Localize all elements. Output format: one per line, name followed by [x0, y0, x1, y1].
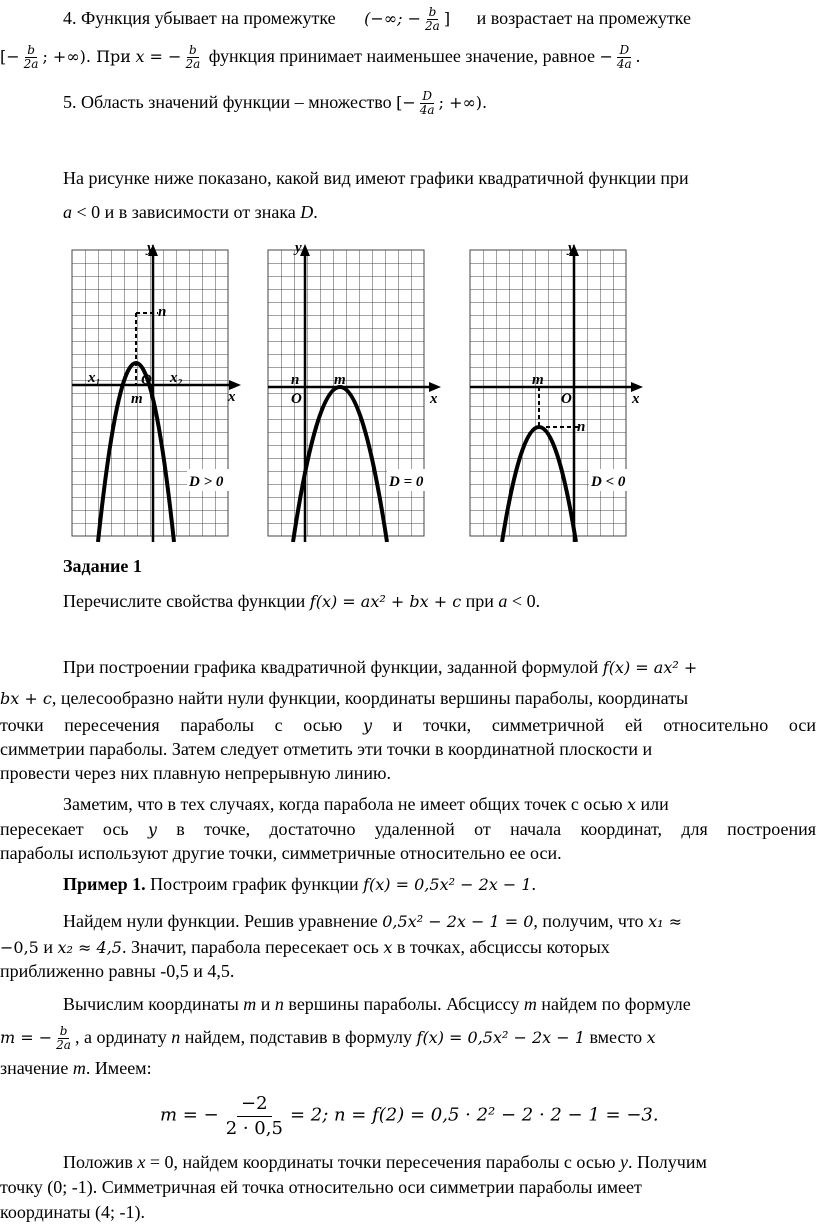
vertex-and: и	[260, 994, 271, 1014]
zeros-and: и	[43, 937, 53, 957]
build-line-3	[0, 713, 816, 738]
task-text	[0, 589, 816, 614]
fraction-d-4a: $\frac{D}{4a}$	[616, 43, 632, 72]
zeros-line-3: приближенно равны -0,5 и 4,5.	[0, 961, 235, 981]
build-line-4: симметрии параболы. Затем следует отметить эти точки в координатной плоскости и	[0, 739, 653, 759]
origin-label: O	[291, 391, 302, 407]
example-formula: f(x) = 0,5x² − 2x − 1	[363, 875, 532, 894]
x-label: x	[632, 391, 640, 407]
build-formula: f(x) = ax² +	[602, 658, 698, 677]
formula-m: m = −	[160, 1104, 219, 1126]
vertex-formula-block	[0, 1092, 816, 1141]
m-label: m	[532, 372, 544, 388]
interval-close: ]	[443, 9, 451, 28]
interval-close: ; +∞).	[438, 93, 488, 112]
grid	[470, 250, 626, 536]
note-line-2	[0, 817, 816, 842]
condition-label: D = 0	[389, 474, 424, 490]
final-text: . Получим	[628, 1152, 707, 1172]
variable-x: x	[646, 1028, 656, 1047]
vertex-formula: m = −	[0, 1028, 53, 1047]
final-line-1	[0, 1150, 816, 1174]
build-line-5: провести через них плавную непрерывную линию.	[0, 763, 392, 783]
variable-y: y	[620, 1152, 629, 1172]
n-label: n	[158, 304, 167, 320]
vertex-text: значение	[0, 1058, 69, 1078]
interval-bracket: [−	[0, 47, 20, 66]
note-line-1	[0, 792, 816, 817]
vertex-text: найдем, подставив в формулу	[184, 1027, 413, 1047]
final-line-2: точку (0; -1). Симметричная ей точка относительно оси симметрии параболы имеет	[0, 1177, 642, 1197]
final-text: = 0, найдем координаты точки пересечения параболы с осью	[149, 1152, 616, 1172]
variable-n: n	[171, 1027, 181, 1047]
vertex-text: . Имеем:	[85, 1058, 152, 1078]
vertex-line-2	[0, 1025, 816, 1052]
property-5-line	[0, 90, 816, 117]
fraction-d-4a: $\frac{D}{4a}$	[419, 89, 435, 118]
note-text: пересекает ось	[0, 819, 129, 839]
origin-label: O	[141, 372, 152, 388]
final-line-3: координаты (4; -1).	[0, 1202, 145, 1222]
task-condition-pre: при	[465, 591, 494, 611]
variable-d: D	[300, 202, 314, 222]
vertex-function: f(x) = 0,5x² − 2x − 1	[416, 1028, 585, 1047]
note-text: Заметим, что в тех случаях, когда парабола не имеет общих точек с осью	[63, 794, 623, 814]
task-title: Задание 1	[63, 556, 142, 576]
variable-y: y	[363, 716, 373, 735]
build-text: , целесообразно найти нули функции, координаты вершины параболы, координаты	[51, 688, 689, 708]
property-4-text: 4. Функция убывает на промежутке	[63, 8, 336, 28]
zeros-x1: x₁ ≈	[648, 912, 682, 931]
x-label: x	[228, 389, 236, 405]
task-condition-post: < 0.	[511, 591, 541, 611]
condition-label: D > 0	[189, 474, 224, 490]
note-text: в точке, достаточно удаленной от начала координат, для построения	[176, 819, 816, 839]
period: .	[531, 874, 537, 894]
variable-a: a	[63, 202, 72, 222]
property-4-line-2	[0, 44, 816, 71]
task-formula: f(x) = ax² + bx + c	[309, 592, 462, 611]
graph-d-zero	[265, 238, 445, 542]
property-5-text: 5. Область значений функции – множество	[63, 92, 392, 112]
vertex-text: вместо	[589, 1027, 643, 1047]
example-title: Пример 1.	[63, 874, 146, 894]
variable-x: x	[137, 1152, 146, 1172]
zeros-x1-value: −0,5	[0, 938, 39, 957]
zeros-text: в точках, абсциссы которых	[396, 937, 610, 957]
y-label: y	[568, 240, 575, 256]
y-label: y	[295, 240, 302, 256]
example-line	[0, 872, 816, 897]
property-4-text-b: и возрастает на промежутке	[476, 8, 691, 28]
m-label: m	[131, 391, 143, 407]
vertex-text: вершины параболы. Абсциссу	[288, 994, 520, 1014]
minus-sign: −	[599, 47, 613, 66]
origin-label: O	[561, 391, 572, 407]
vertex-line-1	[0, 992, 816, 1016]
n-label: n	[577, 419, 586, 435]
variable-x: x	[627, 795, 637, 814]
period: .	[313, 202, 318, 222]
vertex-text: , а ординату	[74, 1027, 167, 1047]
fraction-b-2a: $\frac{b}{2a}$	[185, 43, 201, 72]
zeros-equation: 0,5x² − 2x − 1 = 0	[382, 912, 534, 931]
property-4-text-c: функция принимает наименьшее значение, равное	[208, 46, 595, 66]
final-text: Положив	[63, 1152, 133, 1172]
build-text: точки пересечения параболы с осью	[0, 715, 343, 735]
intro-text: < 0 и в зависимости от знака	[76, 202, 296, 222]
m-label: m	[334, 372, 346, 388]
build-formula-cont: bx + c	[0, 689, 52, 708]
x1-label: x₁	[88, 370, 101, 386]
variable-x: x	[383, 938, 393, 957]
formula-rest: = 2; n = f(2) = 0,5 · 2² − 2 · 2 − 1 = −3.	[289, 1104, 659, 1126]
graph-d-negative	[467, 238, 647, 542]
variable-m: m	[72, 1058, 86, 1078]
graph-d-positive	[65, 238, 243, 542]
x-label: x	[430, 391, 438, 407]
variable-m: m	[523, 994, 537, 1014]
formula-fraction: $\frac{-2}{2 \cdot 0,5}$	[225, 1093, 283, 1139]
vertex-text: найдем по формуле	[541, 994, 691, 1014]
zeros-text: Найдем нули функции. Решив уравнение	[63, 911, 378, 931]
property-4-line-1	[0, 6, 816, 33]
variable-y: y	[147, 820, 157, 839]
build-text: и точки, симметричной ей относительно оси	[392, 715, 816, 735]
interval-open: (−∞; −	[364, 9, 422, 28]
x2-label: x₂	[170, 370, 183, 386]
interval-bracket: [−	[396, 93, 416, 112]
period: .	[635, 46, 641, 66]
y-label: y	[147, 240, 154, 256]
interval-inf-text: ; +∞). При	[42, 47, 131, 66]
intro-line-2	[0, 200, 816, 224]
zeros-x2: x₂ ≈ 4,5	[57, 938, 122, 957]
note-line-3: параболы используют другие точки, симметричные относительно ее оси.	[0, 843, 562, 863]
variable-m: m	[243, 994, 257, 1014]
note-text: или	[640, 794, 669, 814]
vertex-line-3	[0, 1056, 816, 1080]
zeros-text: , получим, что	[533, 911, 644, 931]
variable-n: n	[274, 994, 284, 1014]
task-text-body: Перечислите свойства функции	[63, 591, 306, 611]
build-line-2	[0, 686, 816, 711]
vertex-text: Вычислим координаты	[63, 994, 239, 1014]
build-line-1	[0, 655, 816, 680]
fraction-b-2a: $\frac{b}{2a}$	[56, 1024, 71, 1053]
n-label: n	[291, 372, 300, 388]
condition-label: D < 0	[591, 474, 626, 490]
intro-line-1: На рисунке ниже показано, какой вид имеют графики квадратичной функции при	[63, 168, 689, 188]
build-text: При построении графика квадратичной функции, заданной формулой	[63, 657, 599, 677]
zeros-line-1	[0, 909, 816, 934]
variable-a: a	[498, 591, 508, 611]
zeros-text: . Значит, парабола пересекает ось	[121, 937, 379, 957]
x-equals: x = −	[135, 47, 182, 66]
fraction-b-2a: $\frac{b}{2a}$	[425, 5, 440, 34]
zeros-line-2	[0, 935, 816, 960]
fraction-b-2a: $\frac{b}{2a}$	[23, 43, 39, 72]
example-text: Построим график функции	[150, 874, 359, 894]
